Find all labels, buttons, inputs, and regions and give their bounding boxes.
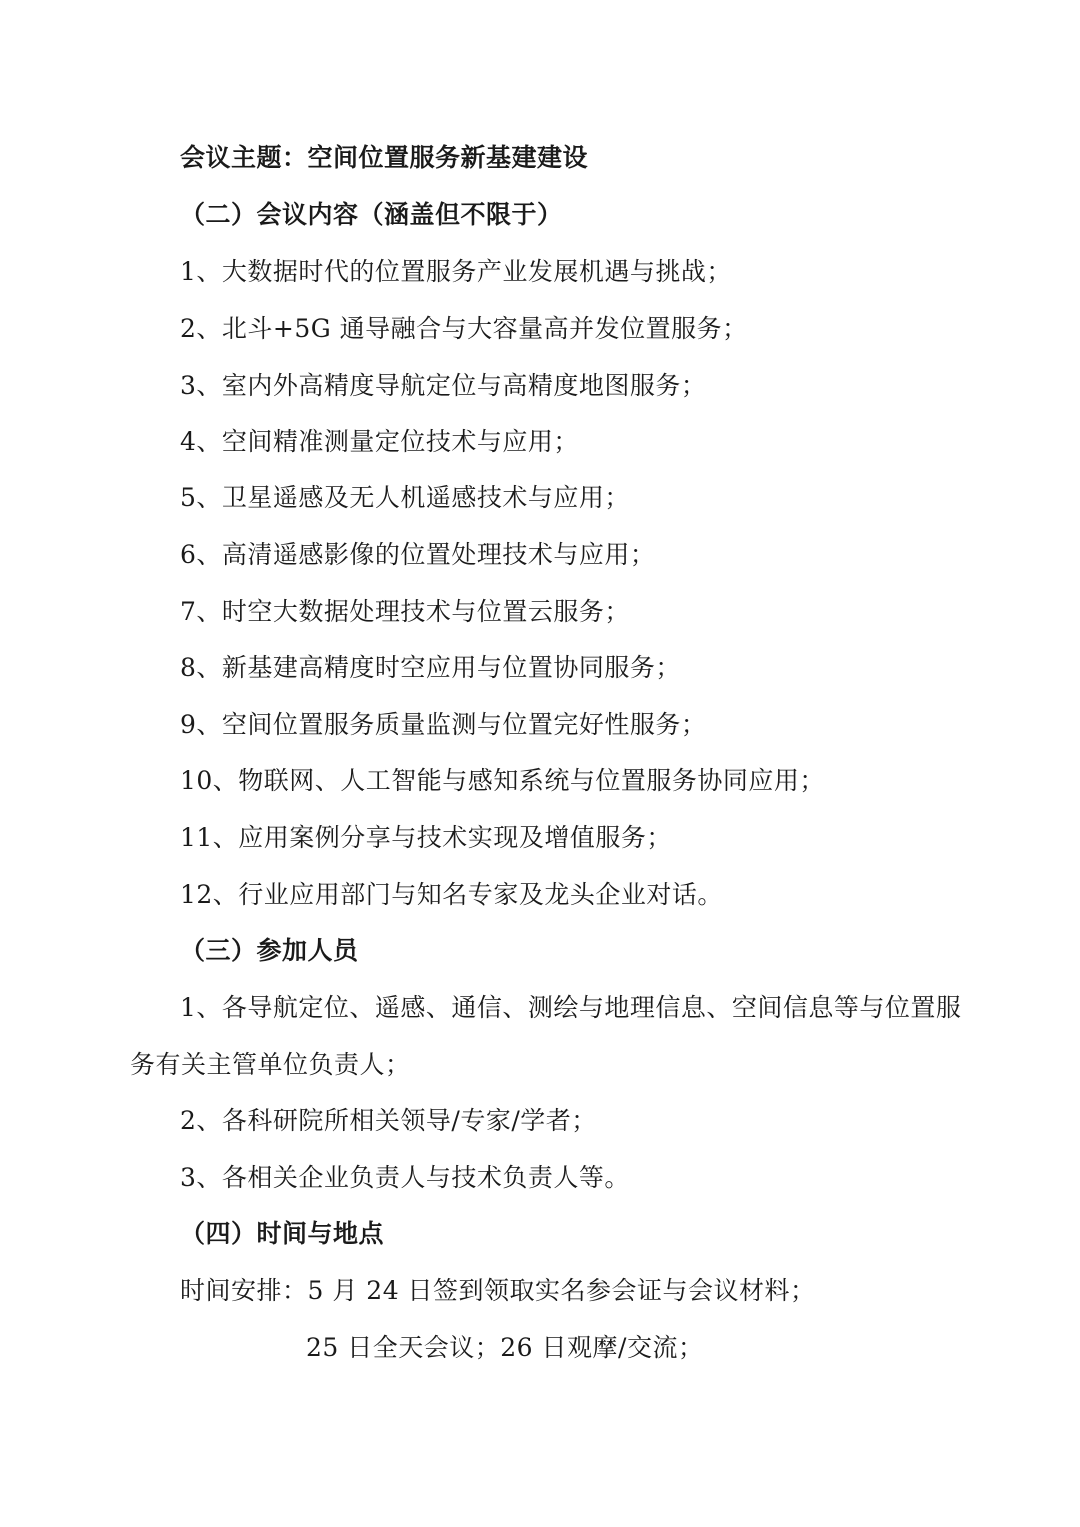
section2-heading: （二）会议内容（涵盖但不限于） [180, 200, 563, 229]
content-item-1: 1、大数据时代的位置服务产业发展机遇与挑战； [180, 257, 732, 286]
participant-item-3: 3、各相关企业负责人与技术负责人等。 [180, 1163, 630, 1192]
content-item-2: 2、北斗+5G 通导融合与大容量高并发位置服务； [180, 314, 748, 343]
participant-item-1-line2: 务有关主管单位负责人； [130, 1050, 411, 1079]
section3-heading: （三）参加人员 [180, 936, 359, 965]
content-item-7: 7、时空大数据处理技术与位置云服务； [180, 597, 630, 626]
content-item-10: 10、物联网、人工智能与感知系统与位置服务协同应用； [180, 766, 825, 795]
content-item-4: 4、空间精准测量定位技术与应用； [180, 427, 579, 456]
content-item-9: 9、空间位置服务质量监测与位置完好性服务； [180, 710, 707, 739]
participant-item-2: 2、各科研院所相关领导/专家/学者； [180, 1106, 597, 1135]
schedule-line-2: 25 日全天会议；26 日观摩/交流； [306, 1333, 704, 1362]
meeting-theme: 会议主题：空间位置服务新基建建设 [180, 143, 589, 172]
content-item-12: 12、行业应用部门与知名专家及龙头企业对话。 [180, 880, 723, 909]
content-item-8: 8、新基建高精度时空应用与位置协同服务； [180, 653, 681, 682]
participant-item-1-line1: 1、各导航定位、遥感、通信、测绘与地理信息、空间信息等与位置服 [180, 993, 962, 1022]
content-item-6: 6、高清遥感影像的位置处理技术与应用； [180, 540, 656, 569]
content-item-3: 3、室内外高精度导航定位与高精度地图服务； [180, 371, 707, 400]
schedule-line-1: 时间安排：5 月 24 日签到领取实名参会证与会议材料； [180, 1276, 816, 1305]
content-item-11: 11、应用案例分享与技术实现及增值服务； [180, 823, 672, 852]
content-item-5: 5、卫星遥感及无人机遥感技术与应用； [180, 483, 630, 512]
section4-heading: （四）时间与地点 [180, 1219, 385, 1248]
